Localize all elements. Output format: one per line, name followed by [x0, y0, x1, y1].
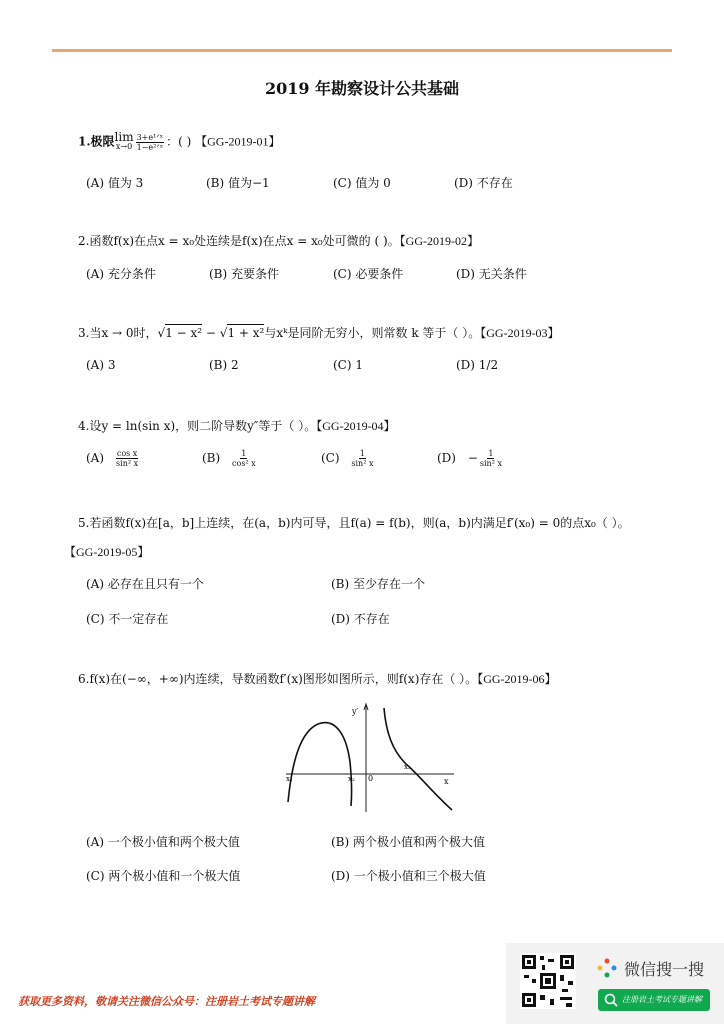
footer-promo-text: 获取更多资料，敬请关注微信公众号：注册岩土考试专题讲解 — [18, 995, 315, 1008]
question-1 — [78, 132, 280, 152]
curve-left — [288, 723, 352, 806]
q3-mid: − — [202, 326, 220, 340]
q4-c-den: sin² x — [351, 459, 374, 468]
q3-option-d: (D) 1/2 — [456, 358, 499, 372]
q2-option-c: (C) 必要条件 — [333, 267, 404, 281]
q4-d-num: 1 — [488, 449, 494, 458]
q3-root-sign-2: √ — [219, 326, 228, 340]
q3-option-b: (B) 2 — [209, 358, 239, 372]
q1-option-c: (C) 值为 0 — [333, 176, 391, 190]
q3-option-c: (C) 1 — [333, 358, 363, 372]
q5-option-a: (A) 必存在且只有一个 — [86, 577, 204, 591]
q4-c-num: 1 — [359, 449, 365, 458]
question-2 — [78, 232, 479, 249]
q3-post: 与xᵏ是同阶无穷小，则常数 k 等于（ ）。 — [264, 326, 481, 340]
q4-c-frac — [351, 449, 373, 468]
wechat-promo-box — [506, 943, 724, 1024]
q3-tag: 【GG-2019-03】 — [480, 326, 560, 340]
question-3 — [78, 324, 560, 341]
search-icon — [603, 992, 619, 1008]
q6-p2: 内连续，导数函数f′(x)图形如图所示，则f(x)存在（ ）。 — [183, 672, 478, 686]
q2-tag: 【GG-2019-02】 — [399, 234, 479, 248]
q4-a-num: cos x — [116, 449, 138, 458]
q6-tag: 【GG-2019-06】 — [477, 672, 557, 686]
q4-option-a — [86, 449, 140, 468]
question-5 — [78, 514, 630, 531]
wechat-search-icon — [596, 957, 618, 979]
curve-right — [384, 708, 452, 810]
q4-a-label: (A) — [86, 451, 105, 465]
q5-interval-open-2: (a，b) — [434, 516, 471, 530]
q1-option-b: (B) 值为−1 — [206, 176, 270, 190]
q6-option-d: (D) 一个极小值和三个极大值 — [331, 869, 486, 883]
q6-interval: (−∞，+∞) — [122, 672, 184, 686]
q4-d-frac — [480, 449, 502, 468]
q2-option-d: (D) 无关条件 — [456, 267, 527, 281]
q6-p1: 6.f(x)在 — [78, 672, 123, 686]
q4-d-sign: − — [467, 451, 478, 465]
q1-fraction — [136, 133, 165, 152]
q1-option-d: (D) 不存在 — [454, 176, 513, 190]
q5-p4: 内满足f′(x₀) = 0的点x₀（ ）。 — [470, 516, 630, 530]
q3-pre: 3.当x → 0时， — [78, 326, 158, 340]
q4-tag: 【GG-2019-04】 — [316, 419, 396, 433]
q5-option-d: (D) 不存在 — [331, 612, 390, 626]
q4-b-den: cos² x — [232, 459, 256, 468]
q5-p3: 内可导，且f(a) = f(b)，则 — [290, 516, 435, 530]
q4-d-den: sin² x — [479, 459, 502, 468]
q4-option-b — [202, 449, 258, 468]
q3-sqrt-2: 1 + x² — [227, 326, 265, 340]
q6-option-a: (A) 一个极小值和两个极大值 — [86, 835, 240, 849]
q4-d-label: (D) — [437, 451, 456, 465]
q4-c-label: (C) — [321, 451, 340, 465]
q1-number: 1.极限 — [78, 134, 115, 149]
derivative-graph — [282, 702, 458, 814]
wechat-search-bar[interactable] — [598, 989, 710, 1011]
y-label: y′ — [352, 707, 359, 716]
header-rule — [52, 49, 672, 52]
q5-tag: 【GG-2019-05】 — [64, 545, 150, 559]
q1-tag: 【GG-2019-01】 — [195, 134, 281, 149]
q4-b-label: (B) — [202, 451, 221, 465]
wechat-search-text: 注册岩土考试专题讲解 — [622, 995, 702, 1004]
qr-code[interactable] — [520, 953, 576, 1009]
q5-option-c: (C) 不一定存在 — [86, 612, 169, 626]
q4-b-frac — [232, 449, 256, 468]
q4-a-den: sin² x — [116, 459, 139, 468]
origin-label: 0 — [368, 774, 374, 783]
q1-lim-sub: x→0 — [115, 142, 133, 151]
q5-interval-open-1: (a，b) — [254, 516, 291, 530]
q2-option-a: (A) 充分条件 — [86, 267, 156, 281]
q5-p2: 上连续，在 — [194, 516, 255, 530]
x1-label: x₁ — [286, 775, 293, 783]
question-6 — [78, 670, 557, 687]
q6-option-b: (B) 两个极小值和两个极大值 — [331, 835, 485, 849]
q1-limit — [115, 132, 134, 152]
q4-b-num: 1 — [241, 449, 247, 458]
q4-option-c — [321, 449, 375, 468]
q3-sqrt-1: 1 − x² — [165, 326, 203, 340]
q1-tail: ：( ) — [166, 134, 192, 149]
page-title: 2019 年勘察设计公共基础 — [264, 79, 460, 98]
q2-option-b: (B) 充要条件 — [209, 267, 279, 281]
q2-text: 2.函数f(x)在点x = x₀处连续是f(x)在点x = x₀处可微的 ( )。 — [78, 234, 400, 248]
q1-lim-word: lim — [114, 130, 134, 144]
q1-option-a: (A) 值为 3 — [86, 176, 144, 190]
wechat-search-title: 微信搜一搜 — [624, 960, 705, 979]
q5-interval-closed: [a，b] — [158, 516, 195, 530]
q5-option-b: (B) 至少存在一个 — [331, 577, 425, 591]
q1-frac-den: 1−e²ᐟˣ — [136, 142, 164, 152]
q6-option-c: (C) 两个极小值和一个极大值 — [86, 869, 241, 883]
q4-text: 4.设y = ln(sin x)，则二阶导数y″等于（ ）。 — [78, 419, 317, 433]
q5-p1: 5.若函数f(x)在 — [78, 516, 159, 530]
q4-option-d — [437, 449, 504, 468]
q1-frac-num: 3+e¹ᐟˣ — [136, 132, 164, 142]
x2-label: x₂ — [348, 775, 355, 783]
q3-option-a: (A) 3 — [86, 358, 116, 372]
x-label: x — [444, 777, 449, 786]
q3-root-sign-1: √ — [157, 326, 166, 340]
x3-label: x₃ — [404, 763, 411, 771]
q4-a-frac — [116, 449, 138, 468]
question-4 — [78, 417, 396, 434]
